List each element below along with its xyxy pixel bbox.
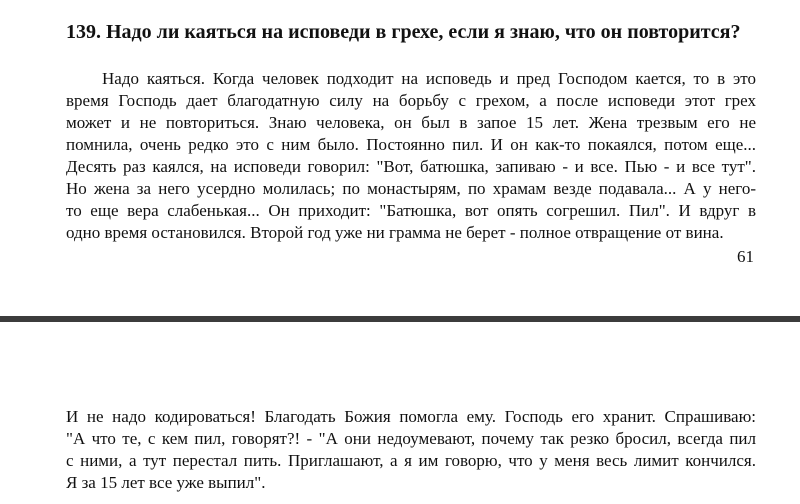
- text-line: одно время остановился. Второй год уже ни грамма не берет - полное отвращение от вина.: [66, 223, 724, 242]
- text-line: может и не повториться. Знаю человека, он был в запое 15 лет. Жена трезвым его не: [66, 113, 756, 132]
- question-heading: 139. Надо ли каяться на исповеди в грехе, если я знаю, что он повторится?: [66, 21, 741, 43]
- text-line: то еще вера слабенькая... Он приходит: "Батюшка, вот опять согрешил. Пил". И вдруг в: [66, 201, 756, 220]
- page-number: 61: [737, 247, 754, 266]
- text-line: Но жена за него усердно молилась; по монастырям, по храмам везде подавала... А у него-: [66, 179, 756, 198]
- text-line: Надо каяться. Когда человек подходит на исповедь и пред Господом кается, то в это: [102, 69, 756, 88]
- answer-paragraph: [66, 68, 756, 244]
- text-line: "А что те, с кем пил, говорят?! - "А они недоумевают, почему так резко бросил, всегда пил: [66, 429, 756, 448]
- text-line: И не надо кодироваться! Благодать Божия помогла ему. Господь его хранит. Спрашиваю:: [66, 407, 756, 426]
- continuation-paragraph: [66, 406, 756, 494]
- text-line: с ними, а тут перестал пить. Приглашают, а я им говорю, что у меня весь лимит кончился.: [66, 451, 756, 470]
- text-line: помнила, очень редко это с ним было. Постоянно пил. И он как-то покаялся, потом еще...: [66, 135, 756, 154]
- text-line: Я за 15 лет все уже выпил".: [66, 473, 266, 492]
- text-line: время Господь дает благодатную силу на борьбу с грехом, а после исповеди этот грех: [66, 91, 756, 110]
- text-line: Десять раз каялся, на исповеди говорил: "Вот, батюшка, запиваю - и все. Пью - и все тут".: [66, 157, 756, 176]
